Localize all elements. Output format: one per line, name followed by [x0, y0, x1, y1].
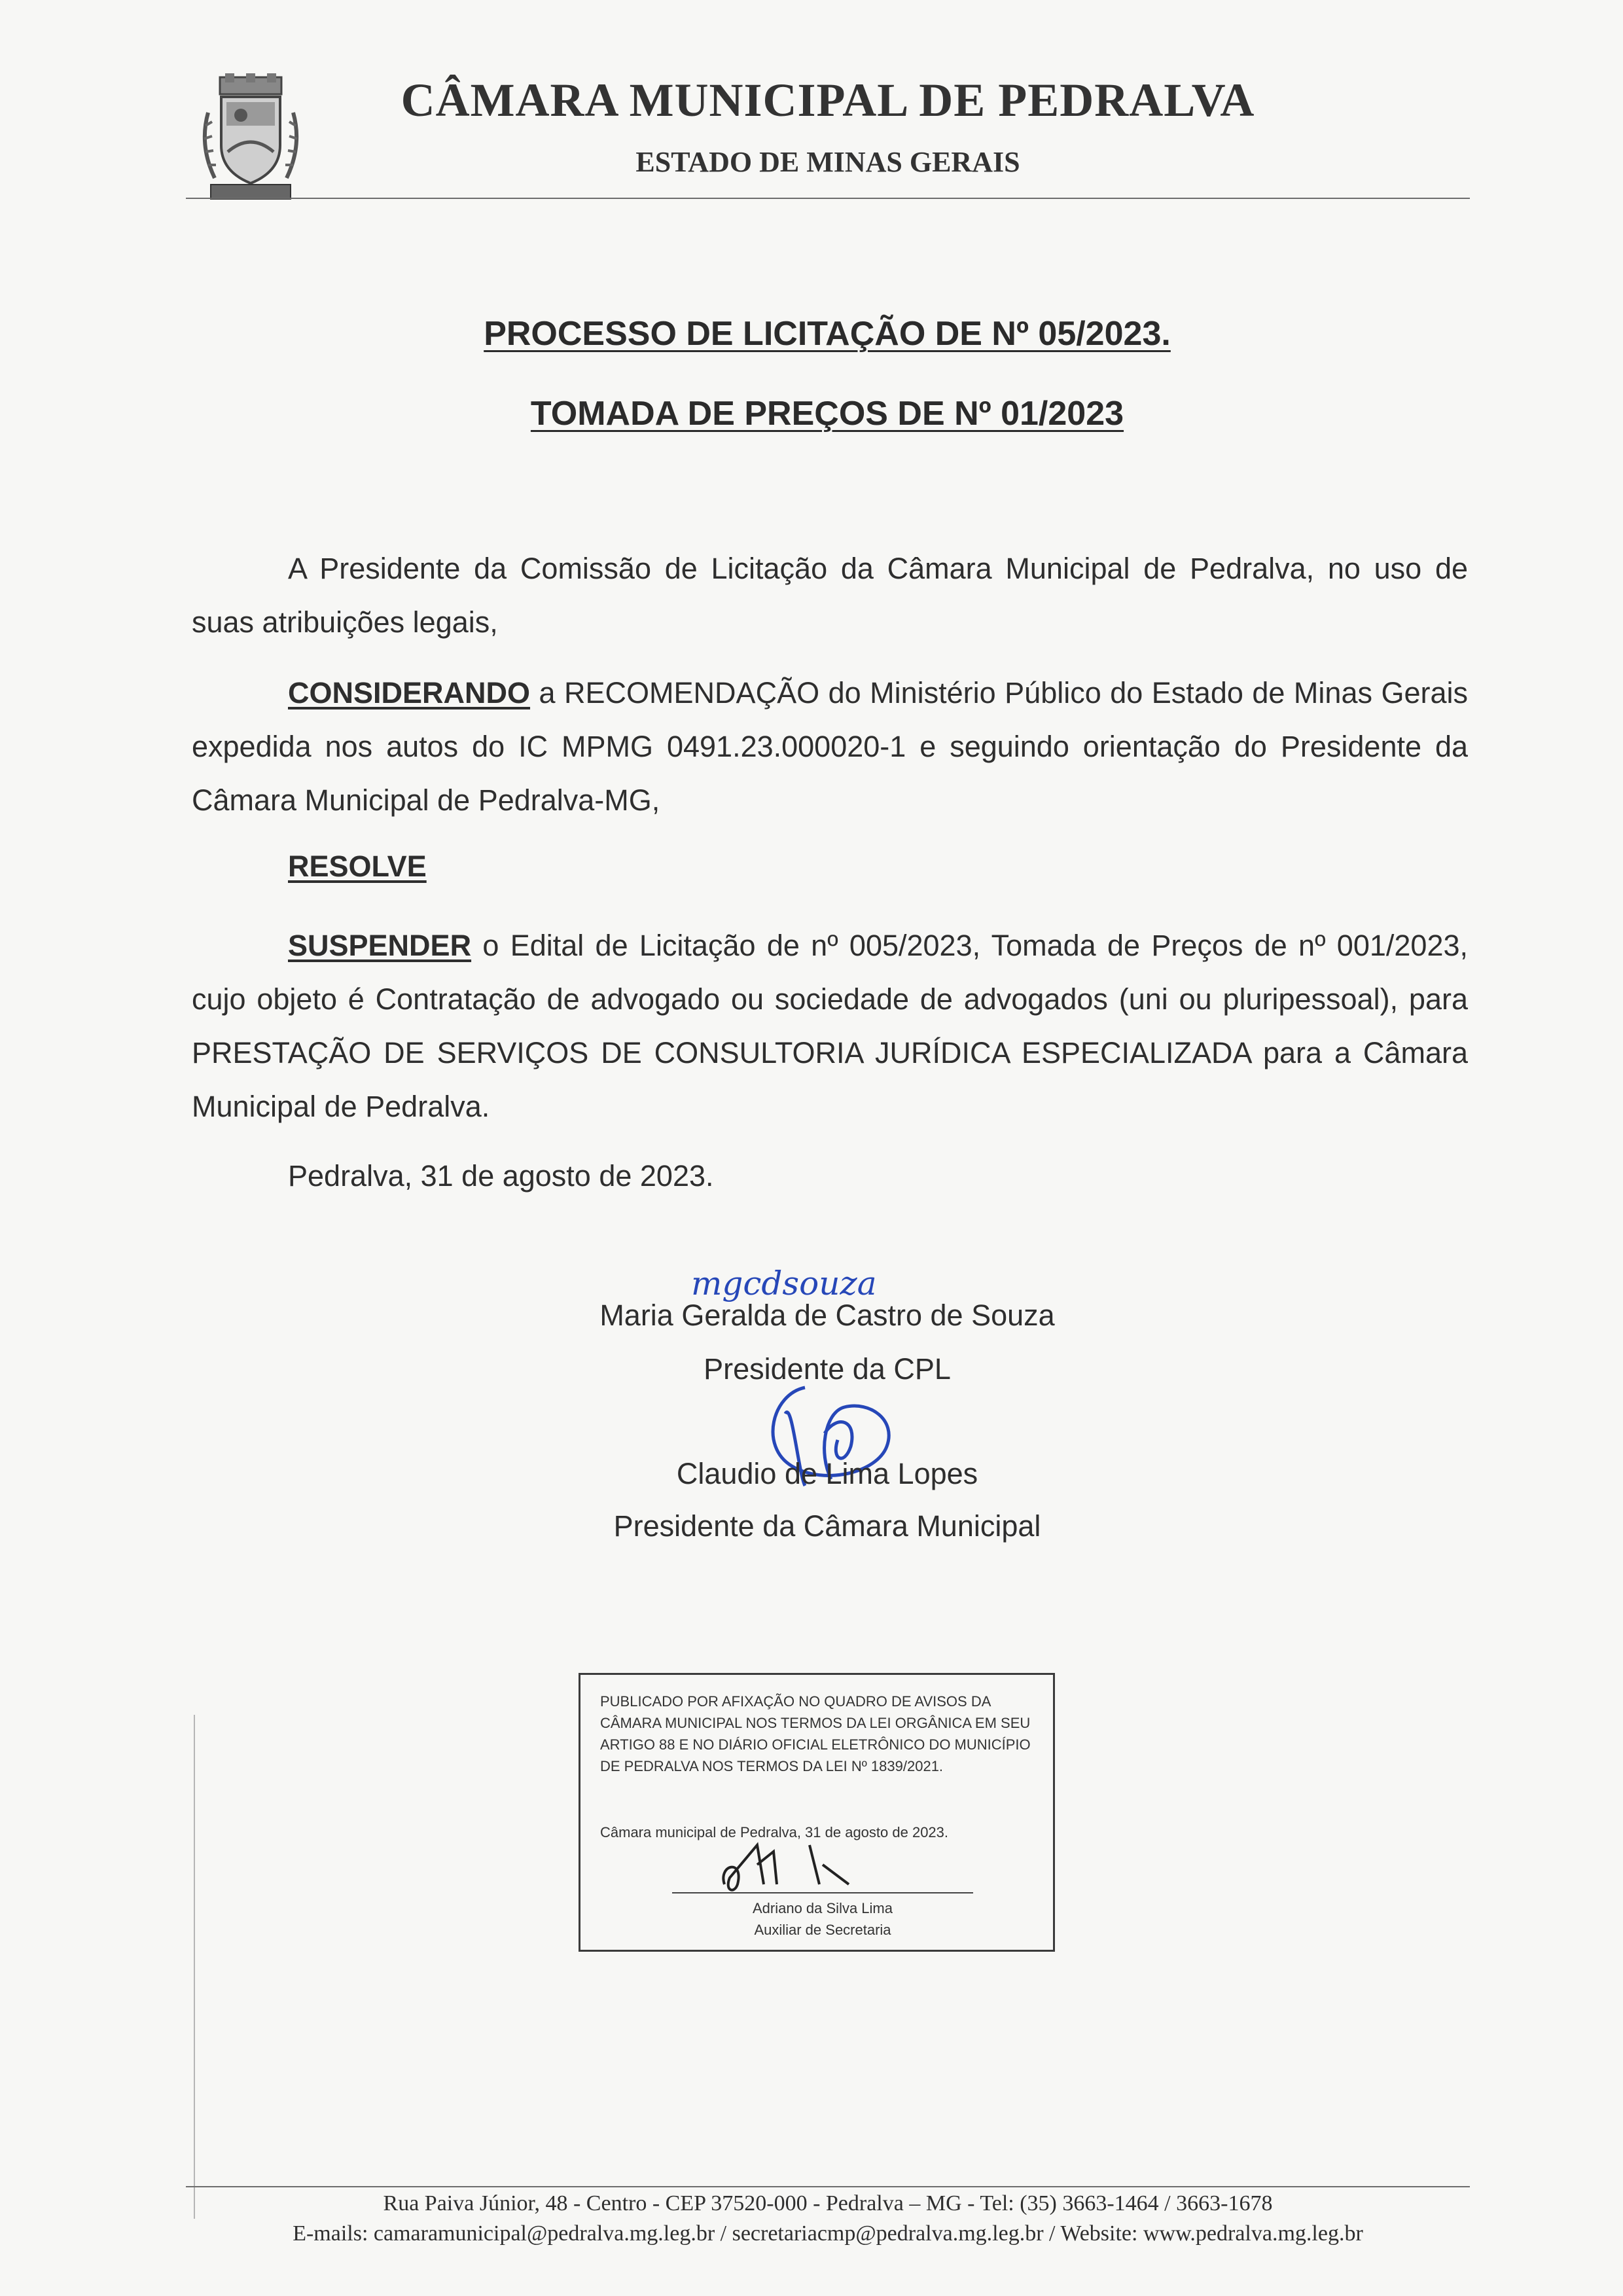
organization-name: CÂMARA MUNICIPAL DE PEDRALVA [401, 74, 1255, 126]
signature-adriano [711, 1839, 868, 1897]
publication-text: PUBLICADO POR AFIXAÇÃO NO QUADRO DE AVISOS DA CÂMARA MUNICIPAL NOS TERMOS DA LEI ORGÂNICA EM SEU ARTIGO 88 E NO DIÁRIO OFICIAL ELETRÔNICO DO MUNICÍPIO DE PEDRALVA NOS TERMOS DA LEI Nº 1839/2021. [600, 1693, 1031, 1774]
signer-name-1: Maria Geralda de Castro de Souza [599, 1299, 1055, 1332]
suspender-label: SUSPENDER [288, 929, 472, 962]
resolve-label: RESOLVE [288, 850, 427, 883]
publication-date: Câmara municipal de Pedralva, 31 de agosto de 2023. [600, 1824, 949, 1840]
suspender-paragraph: SUSPENDER o Edital de Licitação de nº 005/2023, Tomada de Preços de nº 001/2023, cujo objeto é Contratação de advogado ou sociedade de advogados (uni ou pluripessoal), para PRESTAÇÃO DE SERVIÇOS DE CONSULTORIA JURÍDICA ESPECIALIZADA para a Câmara Municipal de Pedralva. [192, 929, 1468, 1123]
margin-line [194, 1715, 195, 2219]
footer-contacts: E-mails: camaramunicipal@pedralva.mg.leg.br / secretariacmp@pedralva.mg.leg.br / Website: www.pedralva.mg.leg.br [293, 2221, 1363, 2246]
municipal-coat-of-arms-icon [195, 73, 306, 204]
publication-signer-name: Adriano da Silva Lima [752, 1900, 893, 1916]
signer-name-2: Claudio de Lima Lopes [676, 1457, 978, 1490]
handwritten-signature-text: mgcdsouza [691, 1265, 877, 1302]
signature-line [672, 1892, 973, 1893]
intro-paragraph: A Presidente da Comissão de Licitação da Câmara Municipal de Pedralva, no uso de suas atribuições legais, [192, 552, 1468, 639]
publication-stamp [579, 1673, 1055, 1952]
considerando-label: CONSIDERANDO [288, 676, 531, 709]
considerando-paragraph: CONSIDERANDO a RECOMENDAÇÃO do Ministério Público do Estado de Minas Gerais expedida nos autos do IC MPMG 0491.23.000020-1 e seguindo orientação do Presidente da Câmara Municipal de Pedralva-MG, [192, 676, 1468, 817]
organization-state: ESTADO DE MINAS GERAIS [635, 146, 1020, 178]
signer-role-1: Presidente da CPL [704, 1352, 951, 1386]
signer-role-2: Presidente da Câmara Municipal [613, 1509, 1041, 1543]
footer-divider [186, 2186, 1470, 2187]
publication-signer [672, 1897, 973, 1941]
process-title: PROCESSO DE LICITAÇÃO DE Nº 05/2023. [484, 315, 1171, 353]
header-divider [186, 198, 1470, 199]
tomada-title: TOMADA DE PREÇOS DE Nº 01/2023 [530, 395, 1124, 433]
place-date: Pedralva, 31 de agosto de 2023. [288, 1159, 714, 1193]
publication-signer-role: Auxiliar de Secretaria [754, 1922, 891, 1938]
footer-address: Rua Paiva Júnior, 48 - Centro - CEP 37520-000 - Pedralva – MG - Tel: (35) 3663-1464 / 3663-1678 [383, 2191, 1273, 2215]
